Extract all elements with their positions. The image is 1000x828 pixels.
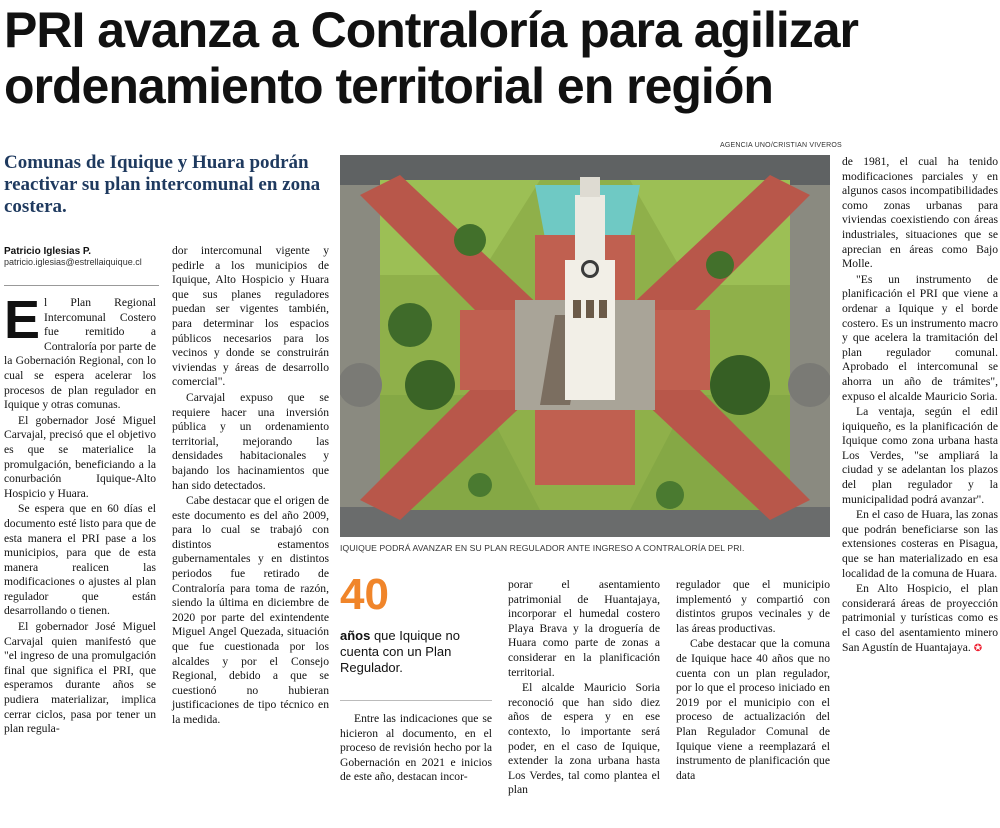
author-name: Patricio Iglesias P. xyxy=(4,246,92,257)
headline: PRI avanza a Contraloría para agilizar ordenamiento territorial en región xyxy=(4,2,858,114)
paragraph: El gobernador José Miguel Carvajal, precisó que el objetivo es que se materialice la promulgación, beneficiando a la conurbación Iquique-Alto Hospicio y Huara. xyxy=(4,413,156,500)
paragraph: El gobernador José Miguel Carvajal quien manifestó que "el ingreso de una promulgación final que significa el PRI, que esperamos durante años se pudiera materializar, implica cerrar ciclos, pasa por tener un plan regula- xyxy=(4,620,156,736)
end-mark-icon: ✪ xyxy=(973,642,983,654)
aerial-plaza-clock-tower-image xyxy=(340,155,830,537)
paragraph: de 1981, el cual ha tenido modificaciones parciales y en algunos casos incompatibilidades como zonas urbanas para viviendas coexistiendo con áreas industriales, situaciones que se aprecian en áreas como Bajo Molle. xyxy=(842,155,998,271)
paragraph: porar el asentamiento patrimonial de Huantajaya, incorporar el humedal costero Playa Brava y la droguería de Huara como parte de zonas a considerar en la planificación territorial. xyxy=(508,578,660,679)
article-column-3 xyxy=(340,712,492,785)
paragraph: Cabe destacar que el origen de este documento es del año 2009, para lo cual se trabajó con distintos estamentos gubernamentales y en distintos periodos fue retirado de Contraloría para toma de razón, siendo la última en diciembre de 2020 por parte del exintendente Miguel Angel Quezada, situación que fue cuestionada por los alcaldes y por el Consejo Regional, debido a que se cuestionó no hubieran justificaciones de tipo técnico en la medida. xyxy=(172,494,329,726)
paragraph: "Es un instrumento de planificación el PRI que viene a ordenar a Iquique y el borde costero. Es un instrumento macro y que acelera la tramitación del plan regulador comunal. Aprobado el intercomunal se ahorra un año de trámites", expuso el alcalde Mauricio Soria. xyxy=(842,272,998,403)
paragraph xyxy=(4,290,156,413)
article-column-4 xyxy=(508,578,660,798)
paragraph: Cabe destacar que la comuna de Iquique hace 40 años que no cuenta con un plan regulador, por lo que el proceso iniciado en 2019 por el municipio con el proceso de actualización del Plan Regulador Comunal de Iquique viene a reemplazará el instrumento de planificación que data xyxy=(676,637,830,782)
article-column-2 xyxy=(172,244,329,728)
photo-credit: AGENCIA UNO/CRISTIAN VIVEROS xyxy=(720,142,842,149)
divider xyxy=(340,700,492,701)
paragraph-text: l Plan Regional Intercomunal Costero fue remitido a Contraloría por parte de la Gobernación Regional, con lo cual se espera acelerar los procesos de plan regulador en Iquique y otras comunas. xyxy=(4,296,156,412)
article-column-5 xyxy=(676,578,830,783)
paragraph: En el caso de Huara, las zonas que podrán beneficiarse son las extensiones costeras en Pisagua, que se han materializado en esa localidad de la comuna de Huara. xyxy=(842,508,998,580)
stat-description xyxy=(340,628,492,676)
paragraph: La ventaja, según el edil iquiqueño, es la planificación de Iquique como zona urbana hasta Los Verdes, "se ampliará la ciudad y se adelantan los plazos del plan regulador y la municipalidad podrá avanzar". xyxy=(842,405,998,506)
paragraph: Entre las indicaciones que se hicieron al documento, en el proceso de revisión hecho por la Gobernación en 2021 e inicios de este año, destacan incor- xyxy=(340,712,492,784)
deck: Comunas de Iquique y Huara podrán reactivar su plan intercomunal en zona costera. xyxy=(4,152,321,217)
author-block xyxy=(4,246,164,267)
paragraph: regulador que el municipio implementó y compartió con distintos grupos vecinales y de las áreas productivas. xyxy=(676,578,830,635)
stat-text: que Iquique no cuenta con un Plan Regulador. xyxy=(340,628,460,675)
paragraph xyxy=(842,582,998,656)
stat-bold: años xyxy=(340,628,371,643)
paragraph: Carvajal expuso que se requiere hacer una inversión pública y un ordenamiento territorial, mejorando las densidades habitacionales y bajando los hacinamientos que han sido detectados. xyxy=(172,390,329,492)
divider xyxy=(4,285,159,286)
paragraph: El alcalde Mauricio Soria reconoció que han sido diez años de espera y en ese contexto, lo importante será poder, en el caso de Iquique, extender la zona urbana hasta Los Verdes, tal como plantea el plan xyxy=(508,681,660,797)
article-column-1 xyxy=(4,290,156,737)
article-column-6 xyxy=(842,155,998,656)
paragraph: Se espera que en 60 días el documento esté listo para que de esta manera el PRI pase a los municipios, para que de esta manera realicen las modificaciones o ajustes al plan regulador que están desarrollando o tienen. xyxy=(4,502,156,618)
author-email: patricio.iglesias@estrellaiquique.cl xyxy=(4,257,142,267)
paragraph: dor intercomunal vigente y pedirle a los municipios de Iquique, Alto Hospicio y Huara que sus planes reguladores puedan ser vigentes también, para determinar los espacios públicos necesarios para los vecinos y donde se construirán viviendas y áreas de desarrollo comercial". xyxy=(172,244,329,389)
dropcap: E xyxy=(4,290,41,350)
photo-caption: IQUIQUE PODRÁ AVANZAR EN SU PLAN REGULADOR ANTE INGRESO A CONTRALORÍA DEL PRI. xyxy=(340,543,745,553)
stat-number: 40 xyxy=(340,570,389,619)
paragraph-text: En Alto Hospicio, el plan considerará áreas de proyección patrimonial y turísticas como es el caso del asentamiento minero San Agustín de Huantajaya. xyxy=(842,582,998,654)
aerial-plaza-photo xyxy=(340,155,830,537)
